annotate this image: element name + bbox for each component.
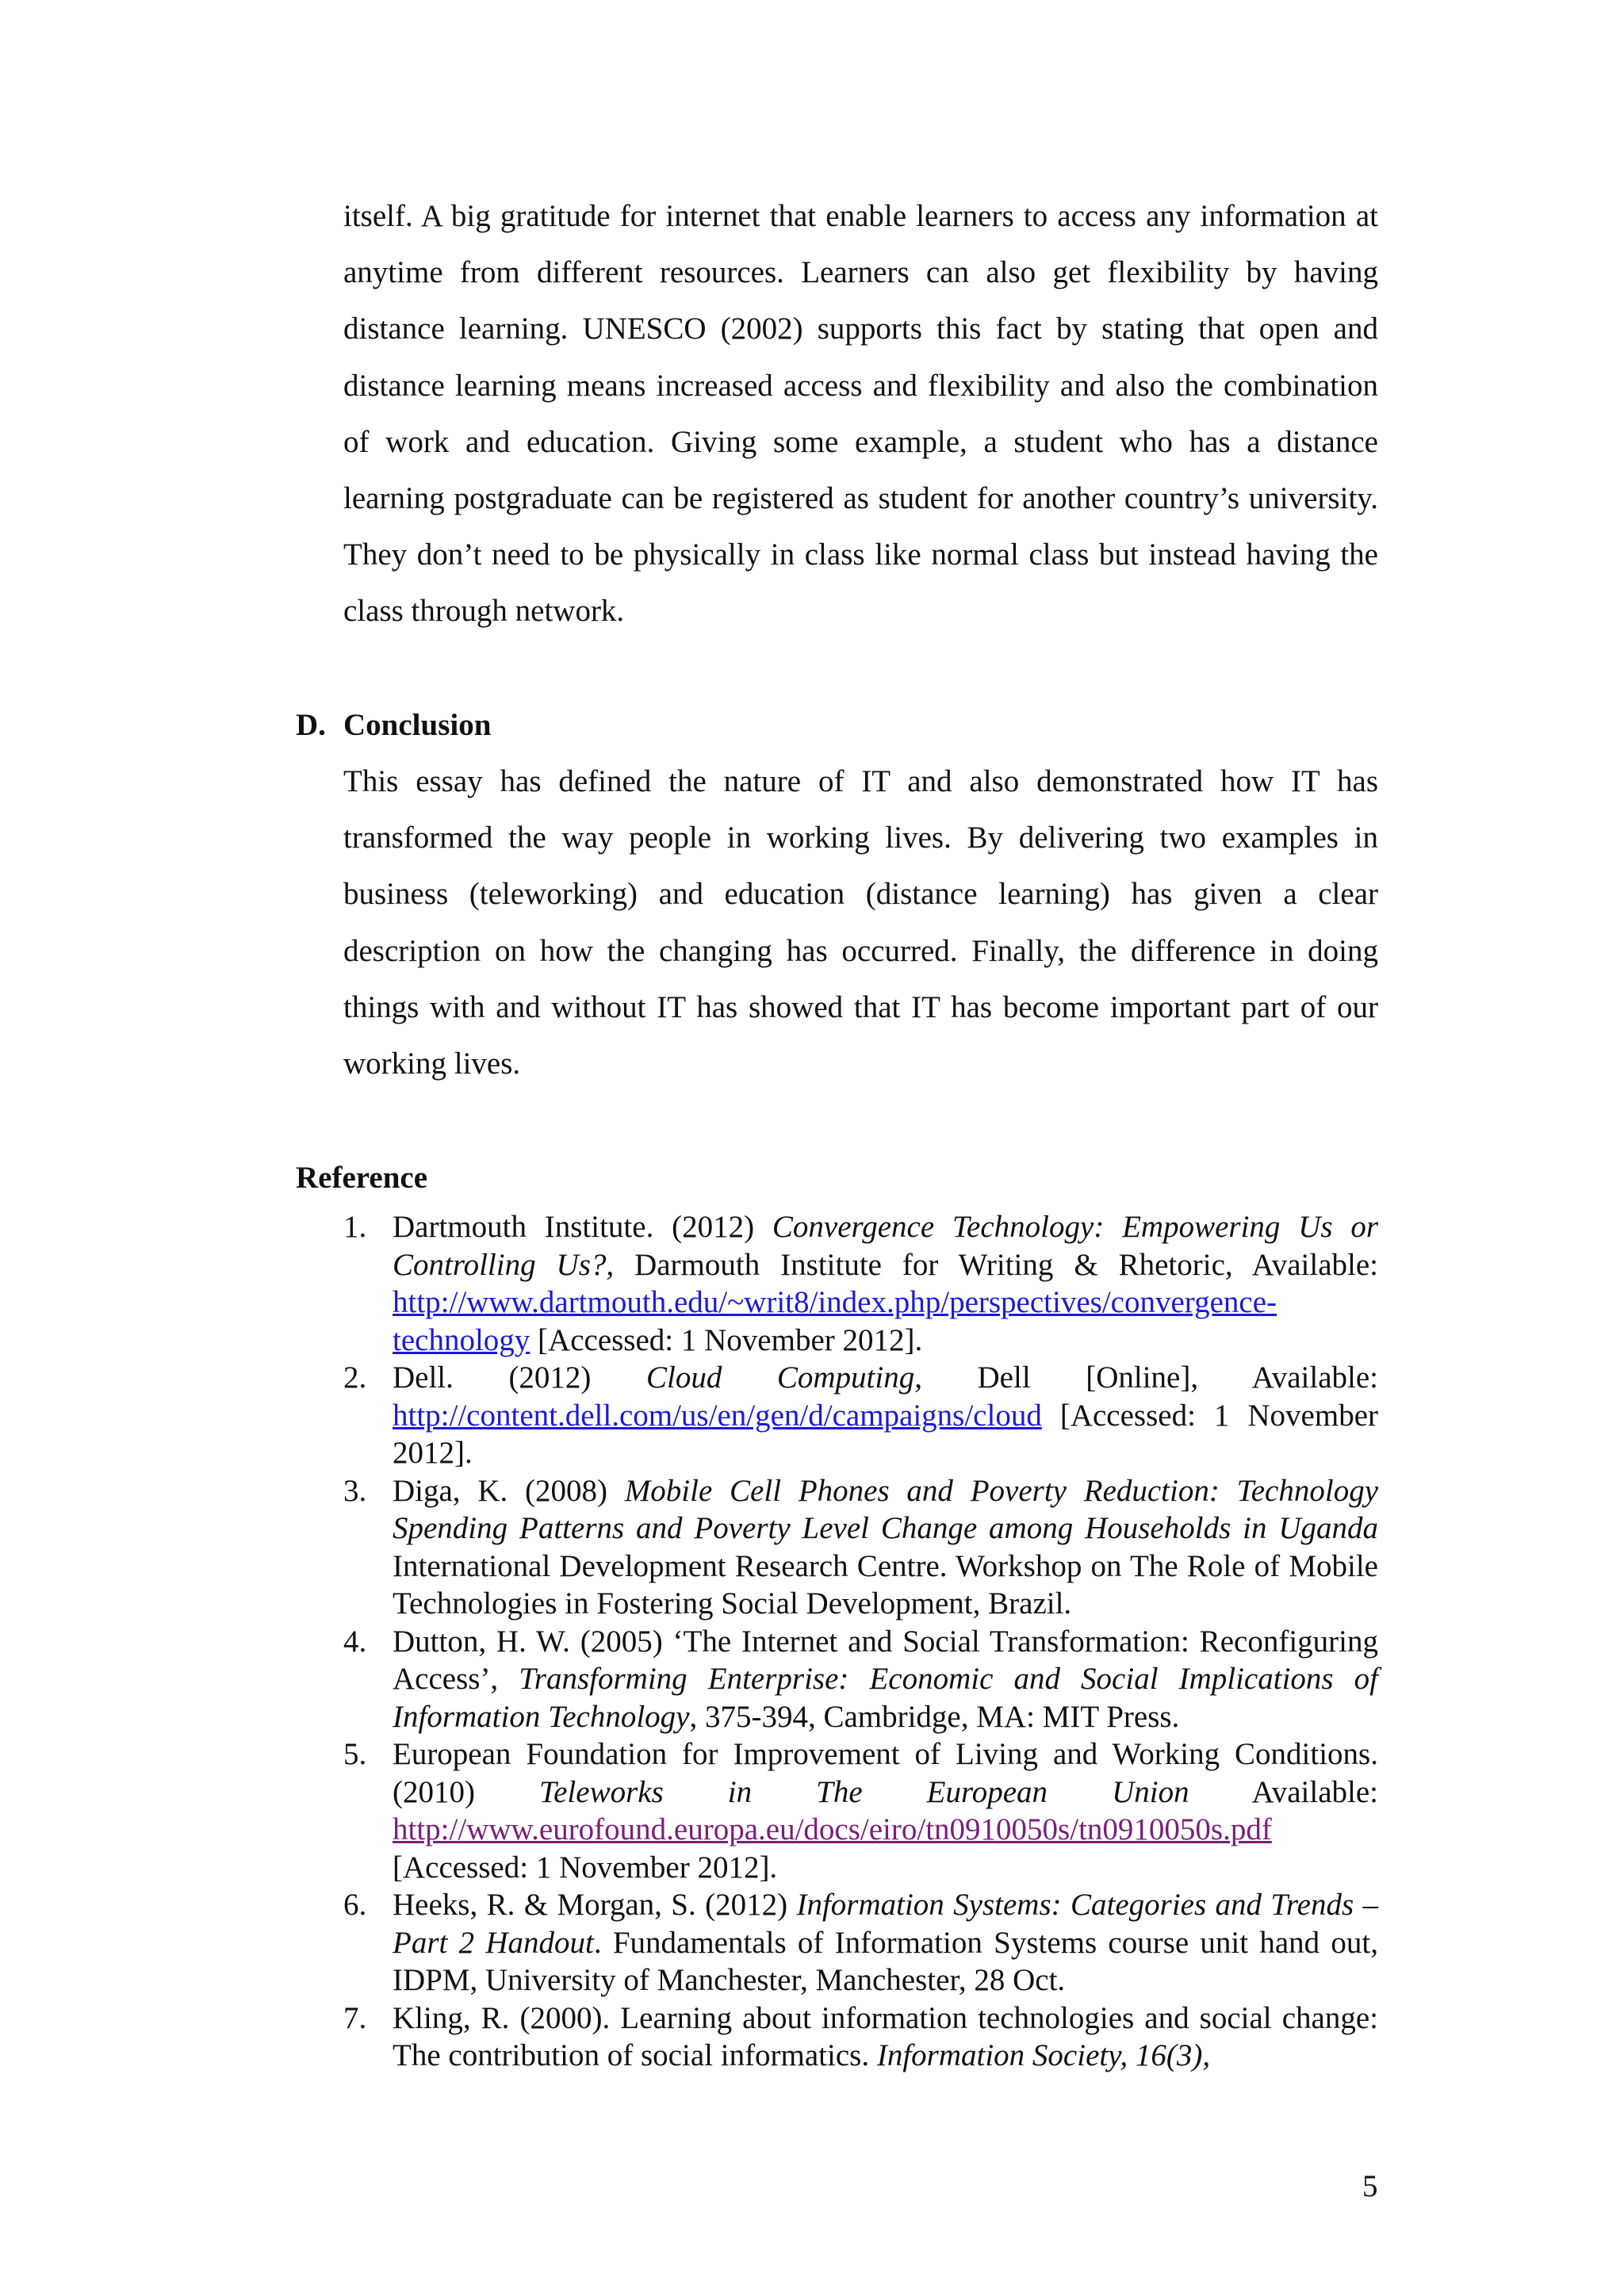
reference-item	[343, 1886, 1378, 1999]
reference-title: Information Society, 16(3),	[876, 2038, 1211, 2072]
reference-authors: Dell. (2012)	[393, 1360, 646, 1395]
body-paragraph-conclusion: This essay has defined the nature of IT and also demonstrated how IT has transformed the way people in working lives. By delivering two examples in business (teleworking) and education (distance learning) has given a clear description on how the changing has occurred. Finally, the difference in doing things with and without IT has showed that IT has become important part of our working lives.	[343, 764, 1378, 1081]
section-heading-conclusion	[296, 697, 491, 753]
reference-title: Mobile Cell Phones and Poverty Reduction: Technology Spending Patterns and Poverty Level Change among Households in Uganda	[393, 1473, 1378, 1545]
reference-details: . Fundamentals of Information Systems course unit hand out, IDPM, University of Manchester, Manchester, 28 Oct.	[393, 1925, 1378, 1997]
reference-title: Teleworks in The European Union	[539, 1774, 1189, 1809]
reference-item	[343, 1623, 1378, 1736]
reference-number: 1.	[343, 1210, 367, 1244]
reference-details: Darmouth Institute for Writing & Rhetoric, Available:	[614, 1247, 1378, 1282]
reference-item	[343, 1999, 1378, 2075]
reference-number: 7.	[343, 2000, 367, 2035]
reference-number: 6.	[343, 1888, 367, 1922]
reference-item	[343, 1472, 1378, 1623]
reference-details: , 375-394, Cambridge, MA: MIT Press.	[689, 1699, 1180, 1734]
reference-title: Convergence Technology: Empowering Us or Controlling Us?,	[393, 1210, 1379, 1282]
reference-link[interactable]: http://www.dartmouth.edu/~writ8/index.php/perspectives/convergence-technology	[393, 1285, 1277, 1357]
reference-authors: Dutton, H. W. (2005) ‘The Internet and Social Transformation: Reconfiguring Access’,	[393, 1624, 1378, 1696]
reference-item	[343, 1208, 1378, 1359]
reference-title: Cloud Computing,	[645, 1360, 922, 1395]
section-title: Conclusion	[343, 708, 492, 742]
reference-details: International Development Research Centre. Workshop on The Role of Mobile Technologies in Fostering Social Development, Brazil.	[393, 1548, 1378, 1621]
section-letter: D.	[296, 708, 326, 742]
reference-title: Information Systems: Categories and Trends – Part 2 Handout	[393, 1888, 1378, 1960]
body-paragraph-continuation: itself. A big gratitude for internet that enable learners to access any information at anytime from different resources. Learners can also get flexibility by having distance learning. UNESCO (2002) supports this fact by stating that open and distance learning means increased access and flexibility and also the combination of work and education. Giving some example, a student who has a distance learning postgraduate can be registered as student for another country’s university. They don’t need to be physically in class like normal class but instead having the class through network.	[343, 199, 1378, 629]
reference-list	[343, 1208, 1378, 2075]
reference-item	[343, 1359, 1378, 1472]
reference-authors: Diga, K. (2008)	[393, 1473, 625, 1508]
reference-authors: Dartmouth Institute. (2012)	[393, 1210, 772, 1244]
reference-accessed: [Accessed: 1 November 2012].	[393, 1850, 778, 1885]
reference-details: Available:	[1189, 1774, 1378, 1809]
reference-item	[343, 1735, 1378, 1886]
reference-number: 5.	[343, 1737, 367, 1771]
reference-accessed: [Accessed: 1 November 2012].	[530, 1322, 923, 1357]
reference-link[interactable]: http://www.eurofound.europa.eu/docs/eiro/tn0910050s/tn0910050s.pdf	[393, 1812, 1272, 1846]
reference-authors: Kling, R. (2000). Learning about information technologies and social change: The contribution of social informatics.	[393, 2000, 1378, 2072]
reference-authors: Heeks, R. & Morgan, S. (2012)	[393, 1888, 797, 1922]
page-number: 5	[1362, 2169, 1378, 2203]
reference-number: 3.	[343, 1473, 367, 1508]
reference-number: 2.	[343, 1360, 367, 1395]
reference-link[interactable]: http://content.dell.com/us/en/gen/d/campaigns/cloud	[393, 1398, 1042, 1433]
reference-title: Transforming Enterprise: Economic and Social Implications of Information Technology	[393, 1662, 1378, 1734]
reference-details: Dell [Online], Available:	[921, 1360, 1379, 1395]
reference-accessed: [Accessed: 1 November 2012].	[393, 1398, 1378, 1470]
reference-authors: European Foundation for Improvement of Living and Working Conditions. (2010)	[393, 1737, 1378, 1809]
reference-number: 4.	[343, 1624, 367, 1659]
section-heading-reference: Reference	[296, 1161, 427, 1195]
